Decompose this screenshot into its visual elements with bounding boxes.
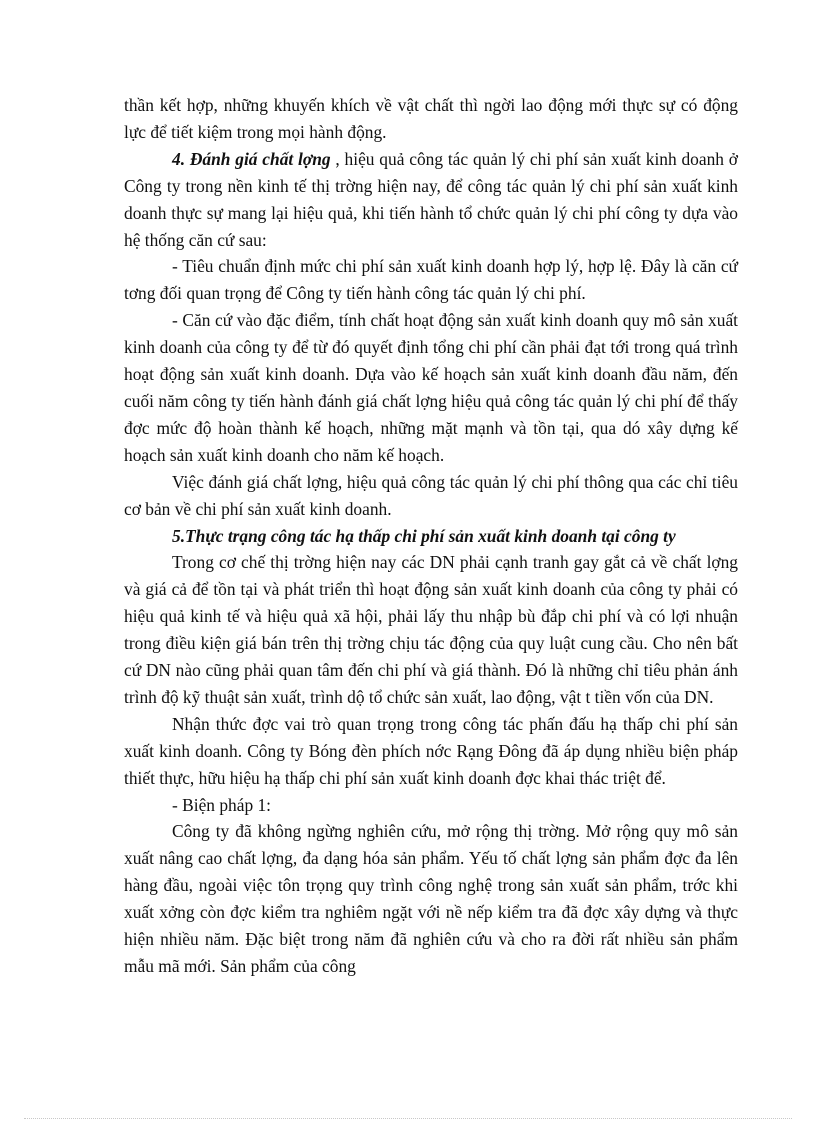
paragraph-9: - Biện pháp 1: xyxy=(172,794,272,815)
paragraph-8: Nhận thức đợc vai trò quan trọng trong công tác phấn đấu hạ thấp chi phí sản xuất kinh doanh. Công ty Bóng đèn phích nớc Rạng Đông đã áp dụng nhiều biện pháp thiết thực, hữu hiệu hạ thấp chi phí sản xuất kinh doanh đợc khai thác triệt để. xyxy=(124,713,738,788)
paragraph-10: Công ty đã không ngừng nghiên cứu, mở rộng thị trờng. Mở rộng quy mô sản xuất nâng cao chất lợng, đa dạng hóa sản phẩm. Yếu tố chất lợng sản phẩm đợc đa lên hàng đầu, ngoài việc tôn trọng quy trình công nghệ trong sản xuất sản phẩm, trớc khi xuất xởng còn đợc kiểm tra nghiêm ngặt với nề nếp kiểm tra đã đợc xây dựng và thực hiện nhiều năm. Đặc biệt trong năm đã nghiên cứu và cho ra đời rất nhiều sản phẩm mẫu mã mới. Sản phẩm của công xyxy=(124,821,738,976)
paragraph-7: Trong cơ chế thị trờng hiện nay các DN phải cạnh tranh gay gắt cả về chất lợng và giá cả để tồn tại và phát triển thì hoạt động sản xuất kinh doanh của công ty phải có hiệu quả kinh tế và hiệu quả xã hội, phải lấy thu nhập bù đắp chi phí và có lợi nhuận trong điều kiện giá bán trên thị trờng chịu tác động của quy luật cung cầu. Cho nên bất cứ DN nào cũng phải quan tâm đến chi phí và giá thành. Đó là những chỉ tiêu phản ánh trình độ kỹ thuật sản xuất, trình dộ tổ chức sản xuất, lao động, vật t tiền vốn của DN. xyxy=(124,552,738,707)
paragraph-2 xyxy=(124,146,738,254)
section-4-heading: 4. Đánh giá chất lợng xyxy=(172,148,331,169)
document-body xyxy=(124,92,738,980)
paragraph-4: - Căn cứ vào đặc điểm, tính chất hoạt động sản xuất kinh doanh quy mô sản xuất kinh doanh của công ty để từ đó quyết định tổng chi phí cần phải đạt tới trong quá trình hoạt động sản xuất kinh doanh. Dựa vào kế hoạch sản xuất kinh doanh đầu năm, đến cuối năm công ty tiến hành đánh giá chất lợng hiệu quả công tác quản lý chi phí để thấy đợc mức độ hoàn thành kế hoạch, những mặt mạnh và tồn tại, qua dó xây dựng kế hoạch sản xuất kinh doanh cho năm kế hoạch. xyxy=(124,310,738,465)
page-bottom-divider xyxy=(24,1118,792,1119)
paragraph-2-text: , hiệu quả công tác quản lý chi phí sản xuất kinh doanh ở Công ty trong nền kinh tế thị trờng hiện nay, để công tác quản lý chi phí sản xuất kinh doanh thực sự mang lại hiệu quả, khi tiến hành tổ chức quản lý chi phí công ty dựa vào hệ thống căn cứ sau: xyxy=(124,148,738,250)
paragraph-3: - Tiêu chuẩn định mức chi phí sản xuất kinh doanh hợp lý, hợp lệ. Đây là căn cứ tơng đối quan trọng để Công ty tiến hành công tác quản lý chi phí. xyxy=(124,256,738,304)
section-5-heading: 5.Thực trạng công tác hạ thấp chi phí sản xuất kinh doanh tại công ty xyxy=(172,525,676,546)
paragraph-5: Việc đánh giá chất lợng, hiệu quả công tác quản lý chi phí thông qua các chỉ tiêu cơ bản về chi phí sản xuất kinh doanh. xyxy=(124,471,738,519)
paragraph-1: thần kết hợp, những khuyến khích về vật chất thì ngời lao động mới thực sự có động lực để tiết kiệm trong mọi hành động. xyxy=(124,95,738,142)
